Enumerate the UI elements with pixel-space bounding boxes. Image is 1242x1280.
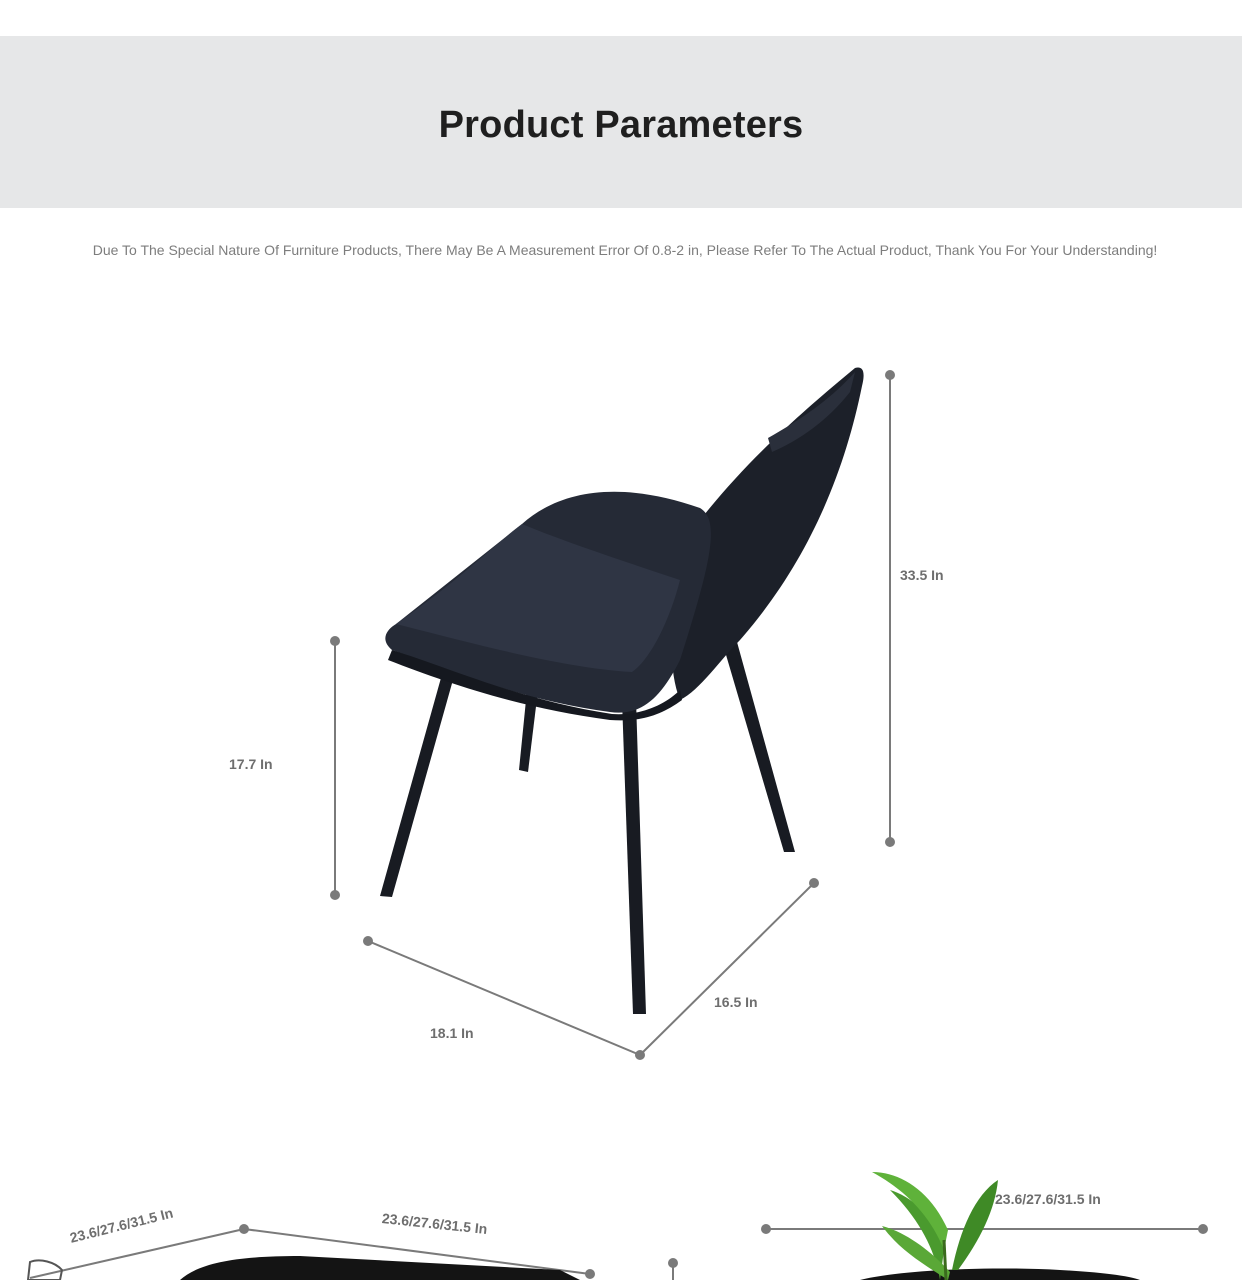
chair-depth-label: 16.5 In — [714, 994, 758, 1010]
chair-image — [380, 368, 864, 1014]
chair-width-label: 18.1 In — [430, 1025, 474, 1041]
page-title: Product Parameters — [438, 104, 804, 146]
right-table-width-label: 23.6/27.6/31.5 In — [995, 1191, 1101, 1207]
measurement-notice: Due To The Special Nature Of Furniture Products, There May Be A Measurement Error Of 0.8-2 in, Please Refer To The Actual Product, Thank You For Your Understanding! — [92, 242, 1158, 258]
left-table-depth-label: 23.6/27.6/31.5 In — [68, 1204, 175, 1246]
left-table-width-label: 23.6/27.6/31.5 In — [381, 1210, 489, 1238]
right-table-image — [860, 1172, 1140, 1280]
chair-height-label: 33.5 In — [900, 567, 944, 583]
seat-height-label: 17.7 In — [229, 756, 273, 772]
